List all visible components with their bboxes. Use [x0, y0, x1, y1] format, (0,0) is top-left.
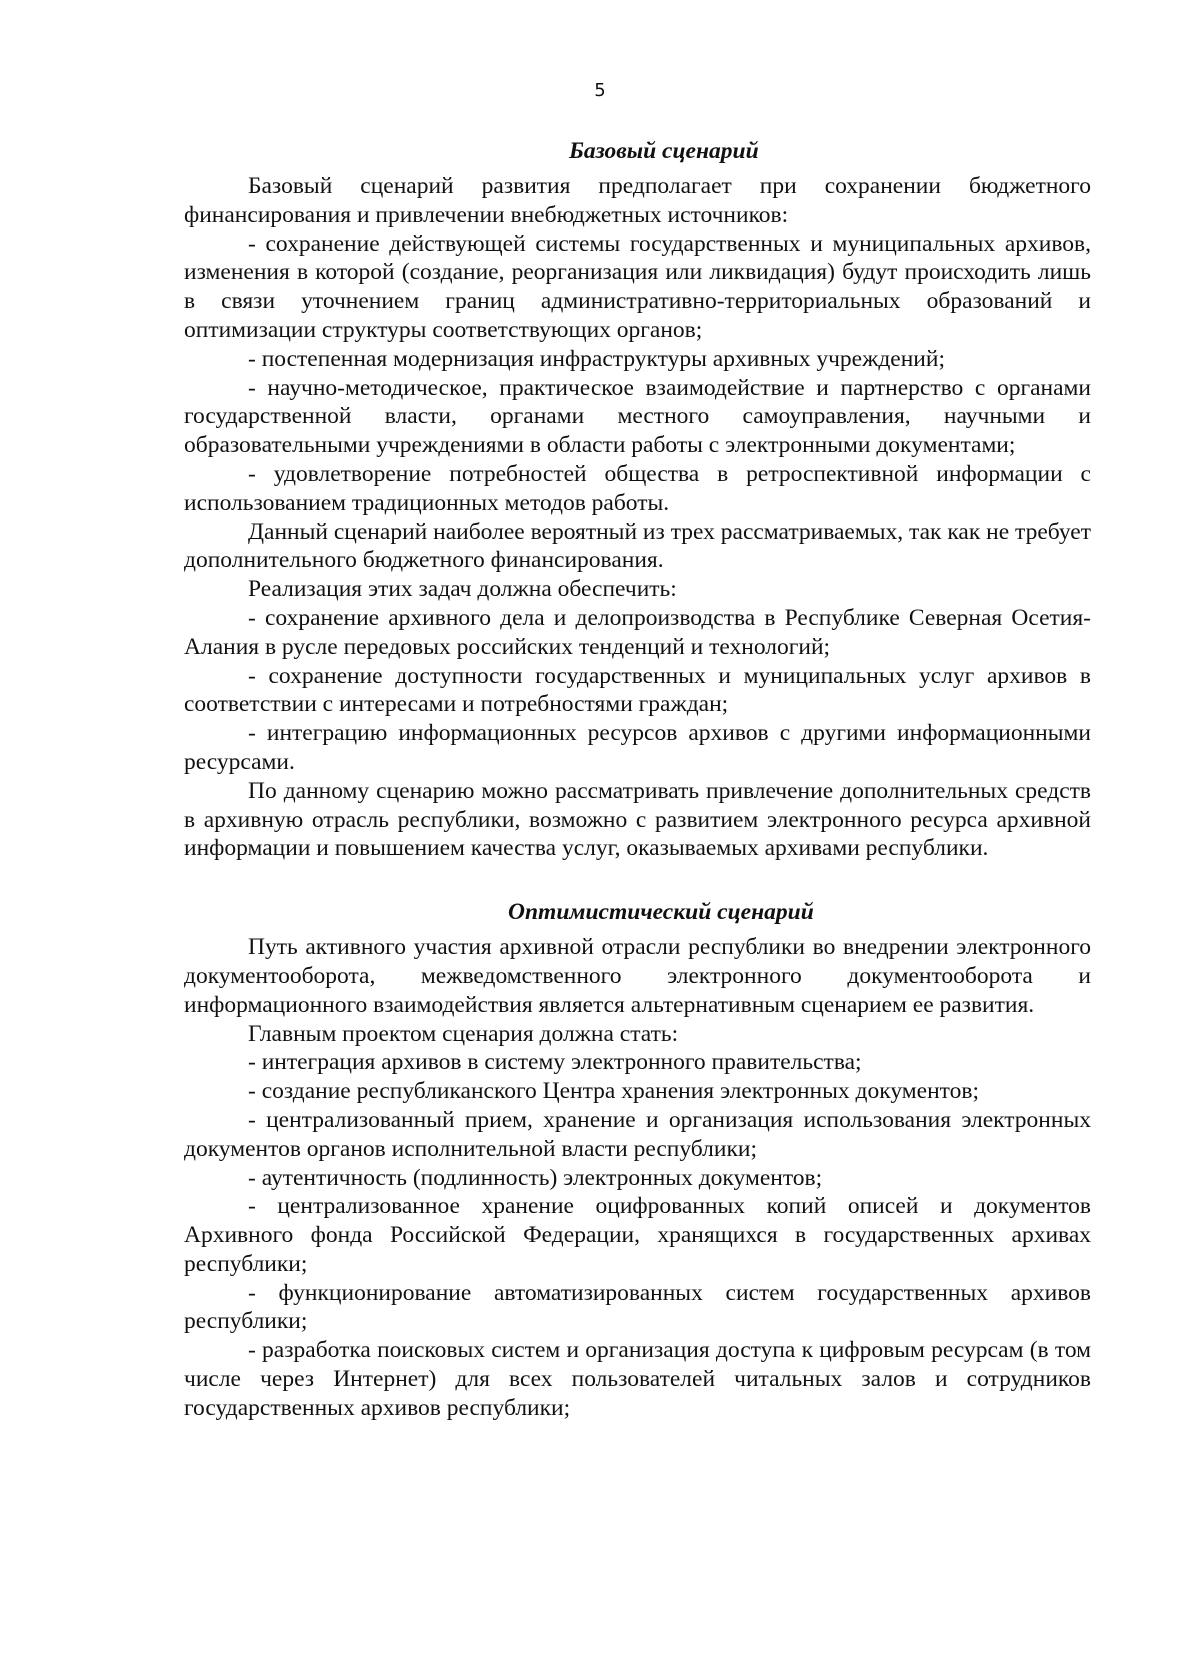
section-gap — [184, 863, 1091, 891]
list-item: - создание республиканского Центра хранения электронных документов; — [248, 1078, 979, 1105]
list-item: - аутентичность (подлинность) электронных документов; — [248, 1164, 823, 1191]
list-item: - сохранение действующей системы государственных и муниципальных архивов, изменения в которой (создание, реорганизация или ликвидация) будут происходить лишь в связи уточнением границ административно-территориальных образований и оптимизации структуры соответствующих органов; — [184, 230, 1091, 343]
paragraph: По данному сценарию можно рассматривать привлечение дополнительных средств в архивную отрасль республики, возможно с развитием электронного ресурса архивной информации и повышением качества услуг, оказываемых архивами республики. — [184, 777, 1091, 862]
document-body — [184, 130, 1091, 1423]
paragraph: Базовый сценарий развития предполагает при сохранении бюджетного финансирования и привлечении внебюджетных источников: — [184, 173, 1091, 228]
list-item: - научно-методическое, практическое взаимодействие и партнерство с органами государственной власти, органами местного самоуправления, научными и образовательными учреждениями в области работы с электронными документами; — [184, 374, 1091, 459]
list-item: - интеграция архивов в систему электронного правительства; — [248, 1049, 862, 1076]
paragraph: Главным проектом сценария должна стать: — [248, 1020, 679, 1047]
list-item: - постепенная модернизация инфраструктуры архивных учреждений; — [248, 345, 945, 372]
paragraph: Реализация этих задач должна обеспечить: — [248, 576, 677, 603]
list-item: - централизованное хранение оцифрованных копий описей и документов Архивного фонда Российской Федерации, хранящихся в государственных архивах республики; — [184, 1193, 1091, 1277]
list-item: - сохранение архивного дела и делопроизводства в Республике Северная Осетия-Алания в русле передовых российских тенденций и технологий; — [184, 604, 1091, 660]
section-title-basic-scenario: Базовый сценарий — [569, 138, 759, 164]
paragraph: Данный сценарий наиболее вероятный из трех рассматриваемых, так как не требует дополнительного бюджетного финансирования. — [184, 518, 1091, 574]
list-item: - разработка поисковых систем и организация доступа к цифровым ресурсам (в том числе через Интернет) для всех пользователей читальных залов и сотрудников государственных архивов республики; — [184, 1337, 1091, 1421]
section-title-optimistic-scenario: Оптимистический сценарий — [508, 899, 814, 926]
page-number: 5 — [594, 80, 606, 101]
list-item: - сохранение доступности государственных и муниципальных услуг архивов в соответствии с интересами и потребностями граждан; — [184, 662, 1091, 718]
paragraph: Путь активного участия архивной отрасли республики во внедрении электронного документооборота, межведомственного электронного документооборота и информационного взаимодействия является альтернативным сценарием ее развития. — [184, 934, 1091, 1018]
list-item: - интеграцию информационных ресурсов архивов с другими информационными ресурсами. — [184, 720, 1091, 775]
list-item: - централизованный прием, хранение и организация использования электронных документов органов исполнительной власти республики; — [184, 1106, 1091, 1162]
list-item: - удовлетворение потребностей общества в ретроспективной информации с использованием традиционных методов работы. — [184, 460, 1091, 516]
list-item: - функционирование автоматизированных систем государственных архивов республики; — [184, 1279, 1091, 1335]
